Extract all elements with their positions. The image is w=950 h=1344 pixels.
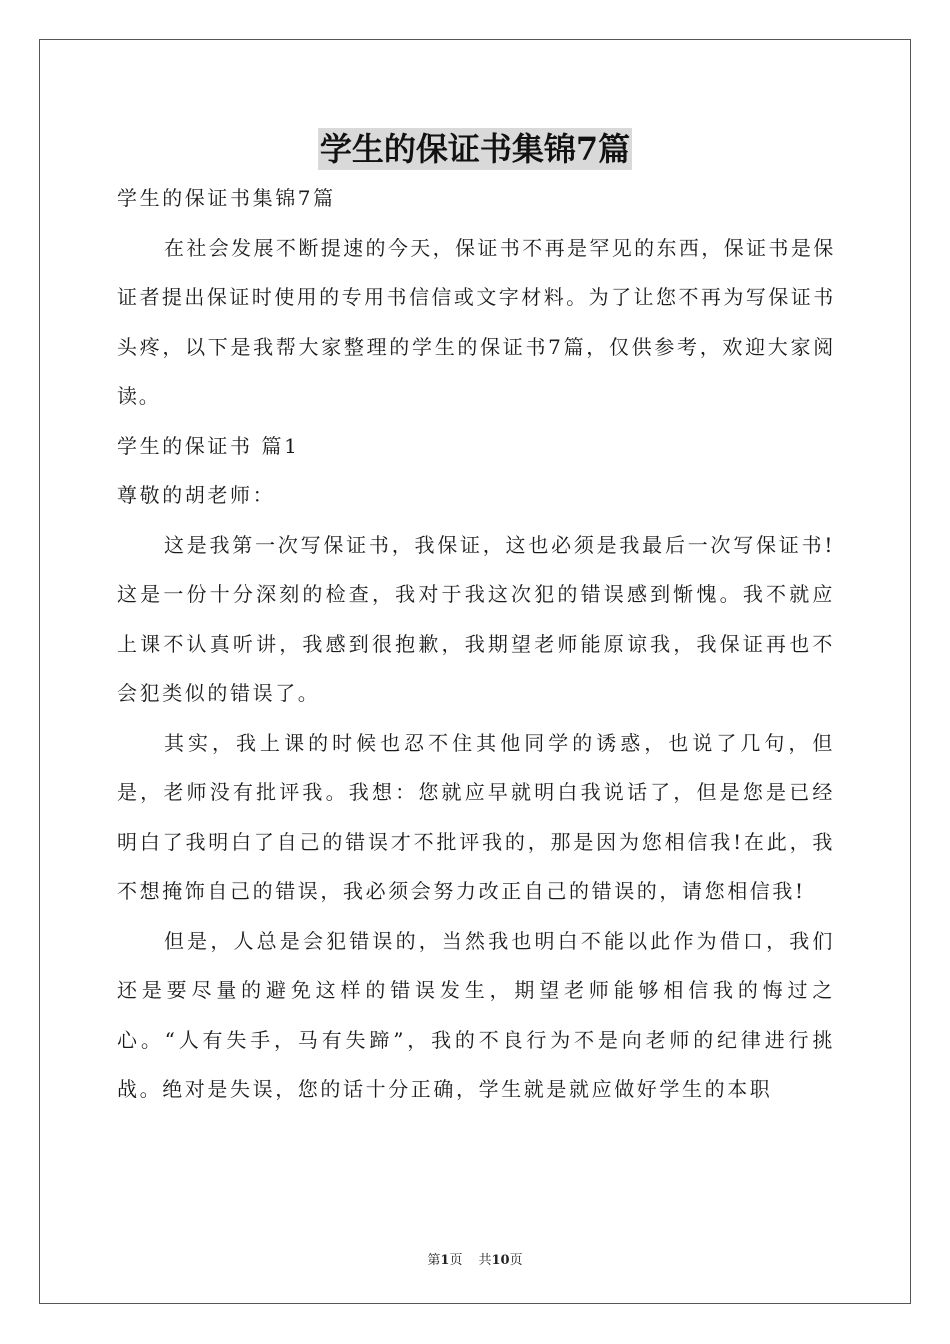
section-heading: 学生的保证书 篇1 [117, 433, 300, 458]
total-pages: 10 [491, 1253, 510, 1268]
body-paragraph-1: 这是我第一次写保证书，我保证，这也必须是我最后一次写保证书!这是一份十分深刻的检查，我对于我这次犯的错误感到惭愧。我不就应上课不认真听讲，我感到很抱歉，我期望老师能原谅我，我保证再也不会犯类似的错误了。 [117, 532, 835, 705]
page-footer [0, 1249, 950, 1268]
salutation: 尊敬的胡老师： [117, 483, 276, 507]
document-body [117, 174, 835, 1115]
subtitle-paragraph: 学生的保证书集锦7篇 [117, 186, 336, 210]
document-title: 学生的保证书集锦7篇 [319, 130, 631, 168]
total-prefix: 共 [478, 1253, 492, 1268]
body-paragraph-3: 但是，人总是会犯错误的，当然我也明白不能以此作为借口，我们还是要尽量的避免这样的错误发生，期望老师能够相信我的悔过之心。“人有失手，马有失蹄”，我的不良行为不是向老师的纪律进行挑战。绝对是失误，您的话十分正确，学生就是就应做好学生的本职 [117, 928, 835, 1101]
title-container [0, 128, 950, 170]
total-suffix: 页 [509, 1253, 523, 1268]
intro-paragraph: 在社会发展不断提速的今天，保证书不再是罕见的东西，保证书是保证者提出保证时使用的专用书信信或文字材料。为了让您不再为写保证书头疼，以下是我帮大家整理的学生的保证书7篇，仅供参考，欢迎大家阅读。 [117, 235, 835, 408]
page-number: 1 [440, 1253, 450, 1268]
page-prefix: 第 [427, 1253, 441, 1268]
page-suffix: 页 [449, 1253, 463, 1268]
body-paragraph-2: 其实，我上课的时候也忍不住其他同学的诱惑，也说了几句，但是，老师没有批评我。我想：您就应早就明白我说话了，但是您是已经明白了我明白了自己的错误才不批评我的，那是因为您相信我!在此，我不想掩饰自己的错误，我必须会努力改正自己的错误的，请您相信我! [117, 730, 835, 903]
